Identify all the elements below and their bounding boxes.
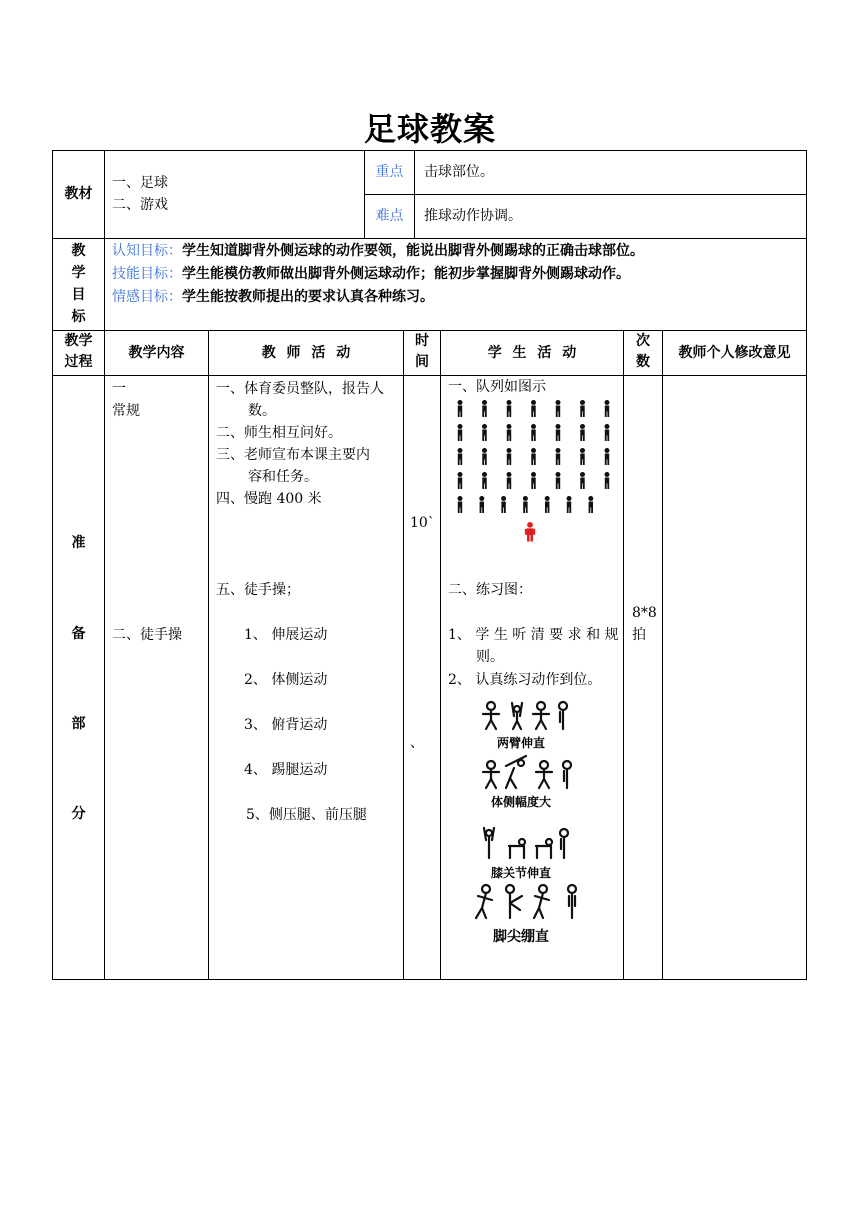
teacher-freehand: 五、徒手操； (216, 582, 300, 598)
exercise-3: 3、 俯背运动 (244, 717, 328, 733)
col-opinion: 教师个人修改意见 (678, 345, 791, 361)
student-figure-icon (605, 424, 610, 441)
student-figure-icon (482, 424, 487, 441)
figure-caption-4: 脚尖绷直 (493, 929, 549, 945)
student-figure-icon (531, 400, 536, 417)
exercise-2: 2、 体侧运动 (244, 672, 328, 688)
student-figure-icon (482, 472, 487, 489)
student-figure-icon (580, 472, 585, 489)
exercise-4: 4、 踢腿运动 (244, 762, 328, 778)
content-freehand: 二、徒手操 (112, 627, 182, 643)
col-count: 次 数 (636, 333, 650, 370)
count-value: 8*8 拍 (632, 605, 657, 643)
student-figure-icon (507, 424, 512, 441)
student-figure-icon (531, 424, 536, 441)
time-value: 10` (410, 515, 435, 531)
col-teacher: 教 师 活 动 (261, 345, 351, 361)
student-figure-icon (588, 496, 593, 513)
phase-char-2: 备 (71, 626, 86, 642)
figure-caption-3: 膝关节伸直 (490, 866, 551, 880)
stick-figure-kick-icon (476, 885, 576, 918)
phase-char-4: 分 (71, 806, 86, 822)
teacher-activity-list: 一、体育委员整队，报告人 数。 二、师生相互问好。 三、老师宣布本课主要内 容和任务。 四、慢跑 400 米 (216, 381, 384, 507)
student-figure-icon (605, 400, 610, 417)
student-figure-icon (567, 496, 572, 513)
time-mark: 、 (410, 735, 424, 751)
col-student: 学 生 活 动 (487, 345, 577, 361)
student-figure-icon (556, 472, 561, 489)
label-key-point: 重点 (375, 164, 404, 180)
student-figure-icon (501, 496, 506, 513)
student-point-2: 2、 认真练习动作到位。 (448, 672, 602, 688)
student-figure-icon (479, 496, 484, 513)
col-content: 教学内容 (128, 345, 185, 361)
student-figure-icon (531, 448, 536, 465)
goal-skill: 技能目标：学生能模仿教师做出脚背外侧运球动作；能初步掌握脚背外侧踢球动作。 (112, 266, 630, 282)
material-line-1: 一、足球 (112, 175, 168, 191)
difficulty-text: 推球动作协调。 (424, 208, 522, 224)
student-practice-label: 二、练习图： (448, 582, 532, 598)
student-figure-icon (556, 400, 561, 417)
student-figure-icon (556, 448, 561, 465)
student-figure-icon (458, 448, 463, 465)
student-figure-icon (458, 472, 463, 489)
figure-caption-2: 体侧幅度大 (490, 795, 551, 809)
student-figure-icon (580, 400, 585, 417)
student-figure-icon (523, 496, 528, 513)
stick-figure-bend-forward-icon (484, 828, 568, 858)
stick-figure-side-bend-icon (483, 756, 571, 788)
stick-figure-arms-up-icon (483, 702, 567, 729)
material-line-2: 二、游戏 (112, 197, 168, 213)
key-point-text: 击球部位。 (424, 164, 494, 180)
exercise-5: 5、侧压腿、前压腿 (246, 807, 367, 823)
student-figure-icon (605, 448, 610, 465)
student-figure-icon (556, 424, 561, 441)
student-figure-icon (458, 496, 463, 513)
student-formation-label: 一、队列如图示 (448, 379, 546, 395)
phase-char-1: 准 (71, 535, 86, 551)
goal-affective: 情感目标：学生能按教师提出的要求认真各种练习。 (112, 289, 434, 305)
col-time: 时 间 (415, 333, 429, 370)
student-figure-icon (580, 448, 585, 465)
teacher-marker-icon (525, 522, 535, 542)
student-figure-icon (531, 472, 536, 489)
label-difficulty: 难点 (375, 208, 404, 224)
goals-list (112, 240, 644, 309)
content-routine: 一 常规 (112, 381, 140, 419)
phase-char-3: 部 (71, 716, 86, 732)
student-figure-icon (545, 496, 550, 513)
student-figure-icon (482, 400, 487, 417)
formation-diagram (448, 398, 622, 548)
student-figure-icon (507, 472, 512, 489)
student-figure-icon (458, 400, 463, 417)
goal-cognitive: 认知目标：学生知道脚背外侧运球的动作要领，能说出脚背外侧踢球的正确击球部位。 (112, 243, 644, 259)
student-figure-icon (458, 424, 463, 441)
figure-caption-1: 两臂伸直 (496, 736, 545, 750)
student-point-1: 1、 学 生 听 清 要 求 和 规 则。 (448, 627, 619, 665)
student-figure-icon (580, 424, 585, 441)
student-figure-icon (507, 400, 512, 417)
label-material: 教材 (64, 186, 93, 202)
student-figure-icon (507, 448, 512, 465)
student-figure-icon (482, 448, 487, 465)
label-goals: 教 学 目 标 (71, 243, 86, 325)
col-process: 教学 过程 (64, 333, 93, 370)
exercise-1: 1、 伸展运动 (244, 627, 328, 643)
page-title: 足球教案 (363, 110, 496, 148)
student-figure-icon (605, 472, 610, 489)
